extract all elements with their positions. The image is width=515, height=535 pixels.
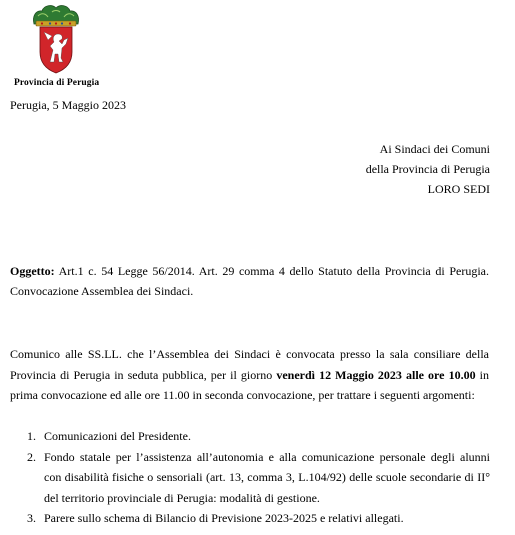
addressee-line: della Provincia di Perugia: [365, 162, 490, 176]
subject-line: Convocazione Assemblea dei Sindaci.: [10, 284, 194, 298]
agenda-number: 1.: [27, 429, 36, 443]
subject-line: [10, 261, 489, 281]
agenda-text: Parere sullo schema di Bilancio di Previsione 2023-2025 e relativi allegati.: [44, 511, 404, 525]
agenda-text: Comunicazioni del Presidente.: [44, 429, 191, 443]
addressee-line: LORO SEDI: [427, 182, 490, 196]
subject-label: Oggetto:: [10, 264, 55, 278]
meeting-date: venerdì 12 Maggio 2023 alle ore 10.00: [276, 367, 476, 382]
date-line: Perugia, 5 Maggio 2023: [10, 98, 126, 112]
agenda-item: [10, 447, 490, 509]
crown-icon: [33, 6, 78, 26]
agenda-text: con disabilità fisiche o sensoriali (art. 13, comma 3, L.104/92) delle scuole secondarie di II°: [44, 470, 490, 484]
provincia-coat-of-arms-logo: [28, 2, 84, 74]
subject-text: Art.1 c. 54 Legge 56/2014. Art. 29 comma 4 dello Statuto della Provincia di Perugia.: [54, 264, 489, 278]
agenda-text: del territorio provinciale di Perugia: modalità di gestione.: [44, 490, 320, 505]
body-text-segment: Provincia di Perugia in seduta pubblica, per il giorno: [10, 367, 277, 382]
body-line: Comunico alle SS.LL. che l’Assemblea dei Sindaci è convocata presso la sala consiliare della: [10, 347, 489, 361]
body-text-segment: in: [475, 367, 489, 382]
org-name: Provincia di Perugia: [14, 78, 100, 88]
body-paragraph: [10, 344, 489, 406]
agenda-item: [10, 508, 490, 529]
shield-griffin-icon: [40, 27, 72, 73]
agenda-number: 3.: [27, 511, 36, 525]
agenda-number: 2.: [27, 449, 36, 464]
agenda-item: [10, 426, 490, 447]
body-line: prima convocazione ed alle ore 11.00 in seconda convocazione, per trattare i seguenti argomenti:: [10, 388, 475, 402]
addressee-block: [366, 139, 490, 199]
agenda-text: Fondo statale per l’assistenza all’autonomia e alla comunicazione personale degli alunni: [44, 449, 490, 464]
subject-block: [10, 261, 489, 301]
addressee-line: Ai Sindaci dei Comuni: [379, 142, 490, 156]
agenda-list: [10, 426, 490, 529]
body-line: [10, 365, 489, 386]
